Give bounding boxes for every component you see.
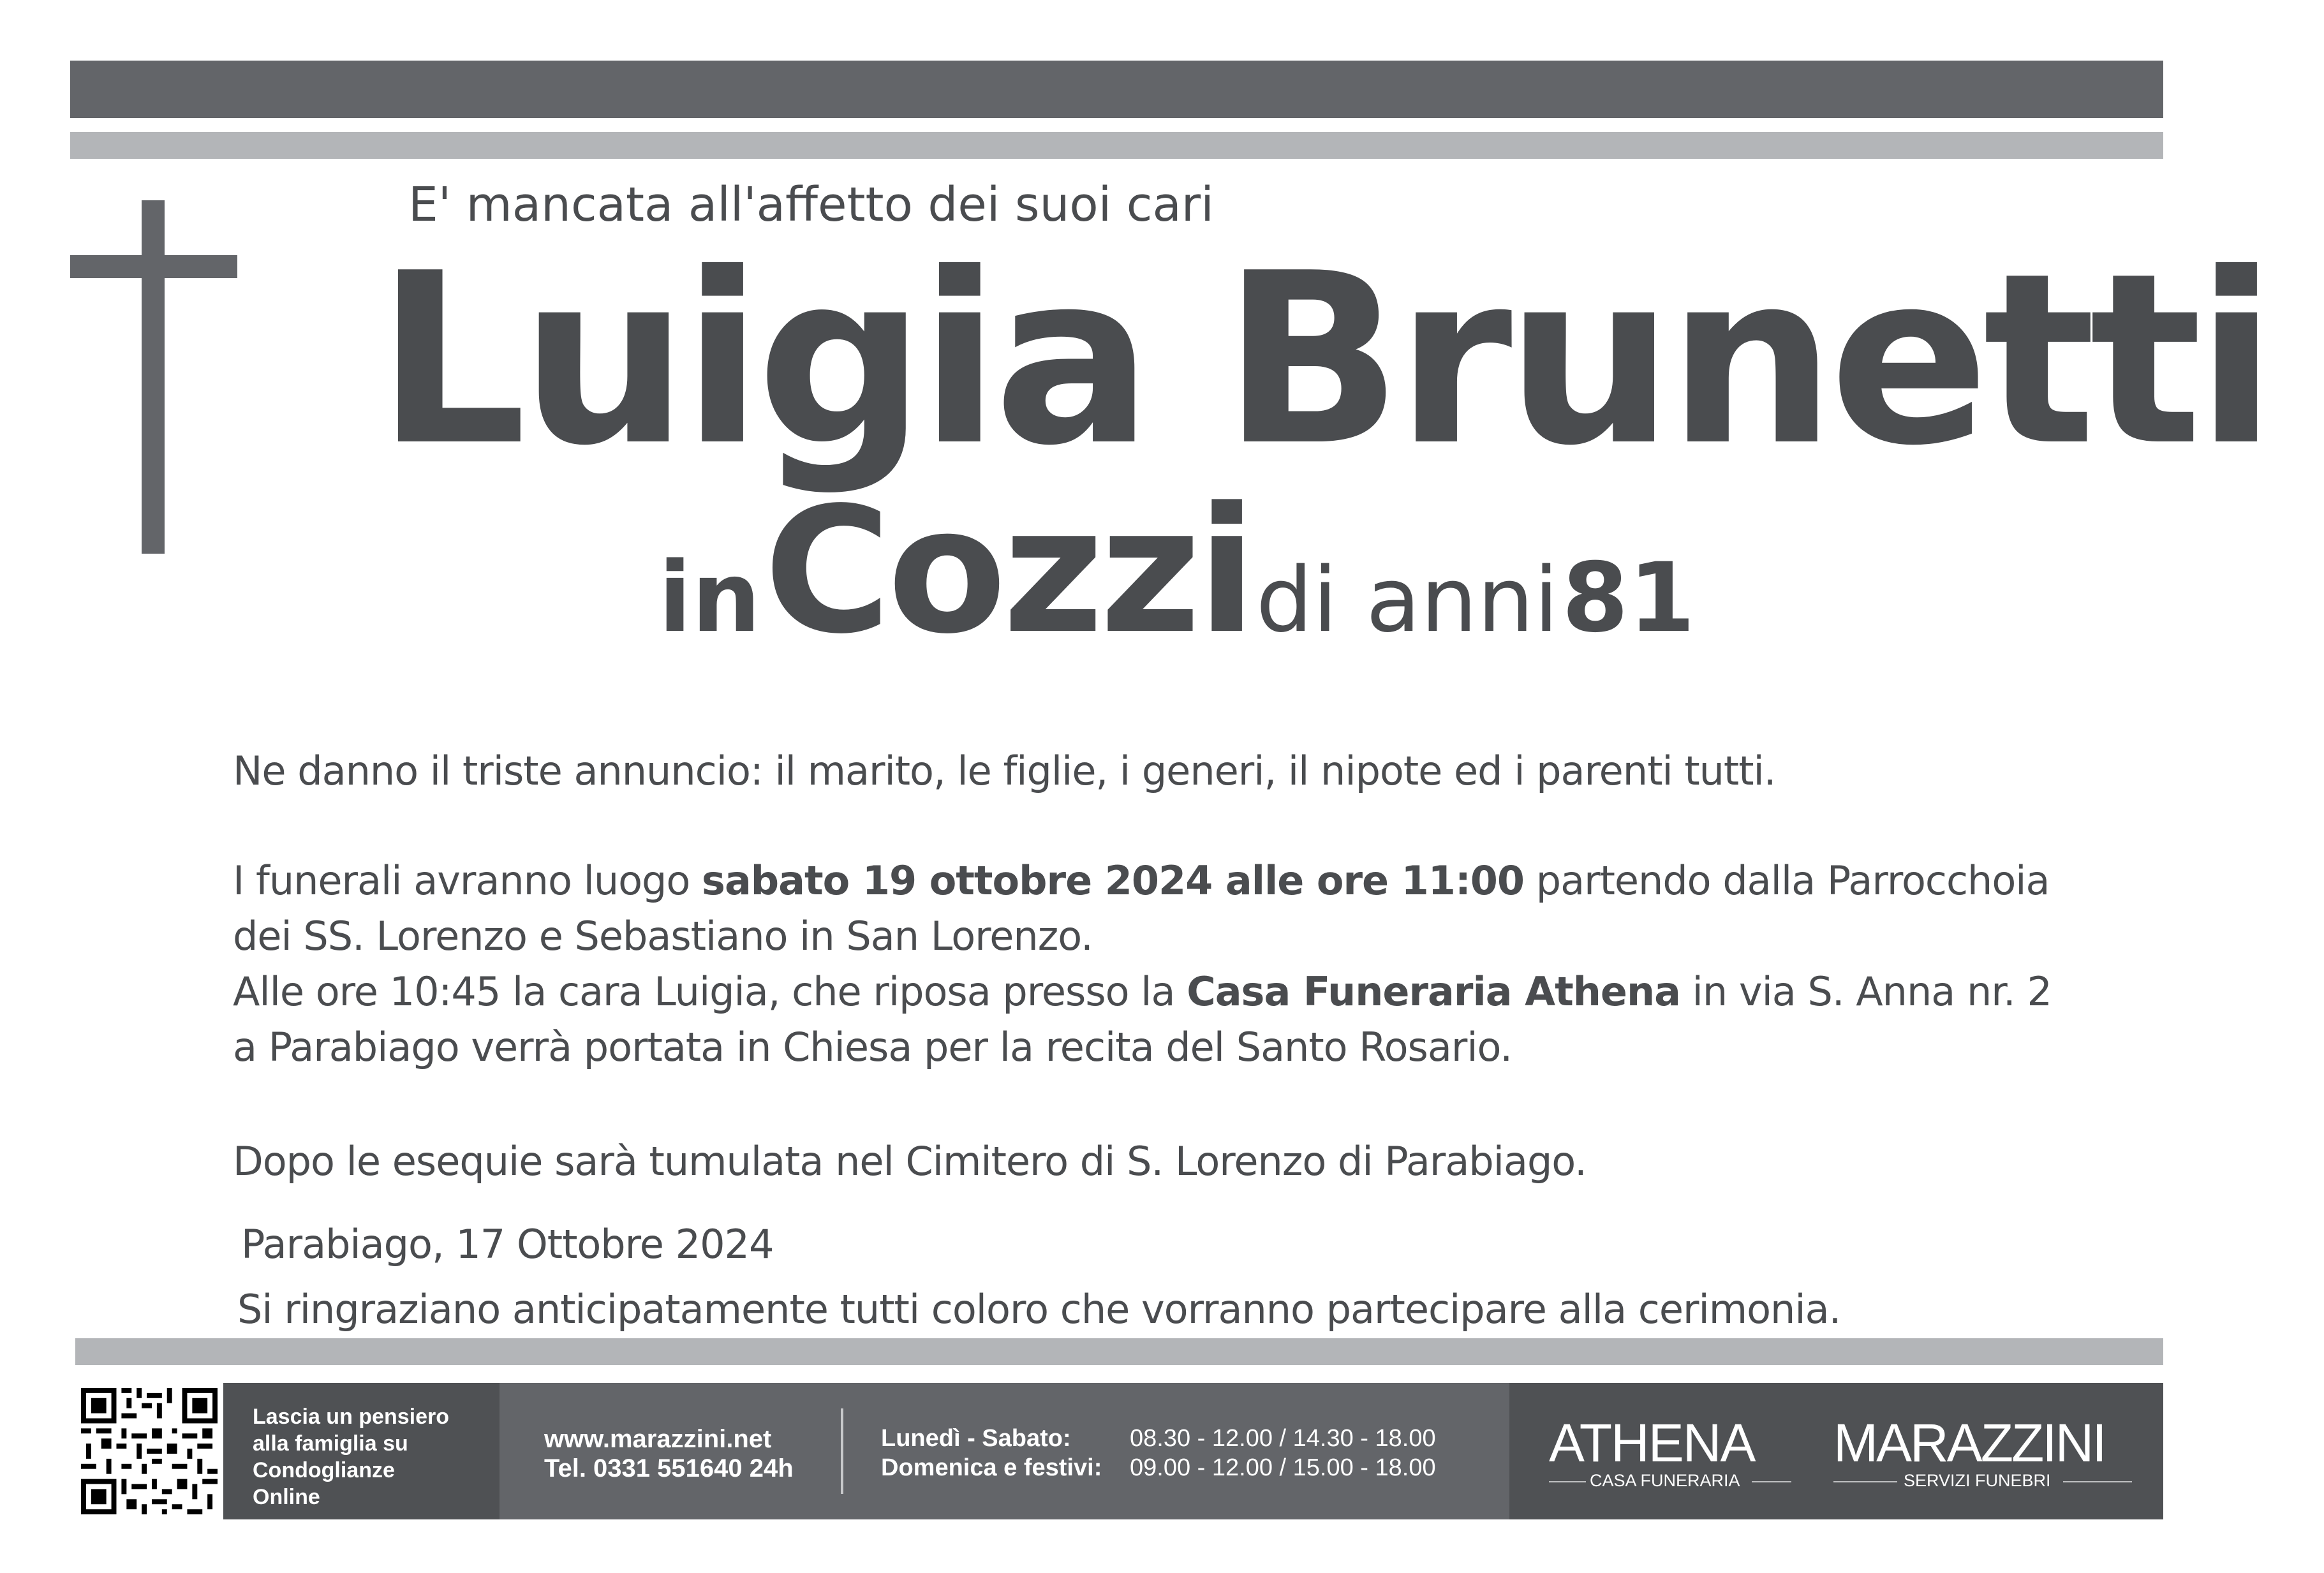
hours-times-sunday: 09.00 - 12.00 / 15.00 - 18.00 xyxy=(1130,1454,1436,1481)
top-light-band xyxy=(70,132,2163,159)
intro-text: E' mancata all'affetto dei suoi cari xyxy=(408,177,1214,232)
married-name: Cozzi xyxy=(764,471,1253,672)
hours-times-weekdays: 08.30 - 12.00 / 14.30 - 18.00 xyxy=(1130,1425,1436,1452)
funeral-home-name: Casa Funeraria Athena xyxy=(1187,968,1680,1015)
funeral-line-1: I funerali avranno luogo sabato 19 ottobre 2024 alle ore 11:00 partendo dalla Parrocchoia xyxy=(233,857,2050,904)
family-announcement: Ne danno il triste annuncio: il marito, le figlie, i generi, il nipote ed i parenti tutti. xyxy=(233,748,1776,794)
rosary-line-2: a Parabiago verrà portata in Chiesa per la recita del Santo Rosario. xyxy=(233,1024,1513,1070)
married-prefix: in xyxy=(658,541,761,654)
condolence-line: Lascia un pensiero xyxy=(253,1405,449,1429)
top-dark-band xyxy=(70,61,2163,118)
condolence-panel[interactable] xyxy=(223,1383,500,1519)
married-name-line xyxy=(658,471,1696,672)
marazzini-logo: MARAZZINI SERVIZI FUNEBRI xyxy=(1833,1416,2133,1491)
thanks-text: Si ringraziano anticipatamente tutti coloro che vorranno partecipare alla cerimonia. xyxy=(237,1286,1841,1333)
contact-panel xyxy=(500,1383,1509,1519)
rosary-line-1: Alle ore 10:45 la cara Luigia, che riposa presso la Casa Funeraria Athena in via S. Anna nr. 2 xyxy=(233,968,2052,1015)
hours-days-sunday: Domenica e festivi: xyxy=(881,1454,1102,1481)
age-label: di anni xyxy=(1255,549,1559,653)
hours-days-weekdays: Lunedì - Sabato: xyxy=(881,1425,1071,1452)
condolence-line: alla famiglia su xyxy=(253,1431,408,1456)
place-date: Parabiago, 17 Ottobre 2024 xyxy=(241,1221,774,1267)
website-link[interactable]: www.marazzini.net xyxy=(544,1425,772,1453)
athena-logo: ATHENA CASA FUNERARIA xyxy=(1549,1416,1791,1491)
condolence-line: Online xyxy=(253,1485,320,1509)
deceased-name: Luigia Brunetti xyxy=(376,223,2270,498)
burial-text: Dopo le esequie sarà tumulata nel Cimitero di S. Lorenzo di Parabiago. xyxy=(233,1138,1587,1185)
phone-number[interactable]: Tel. 0331 551640 24h xyxy=(544,1454,794,1482)
age-value: 81 xyxy=(1562,543,1696,654)
condolence-line: Condoglianze xyxy=(253,1458,395,1482)
logos-panel xyxy=(1509,1383,2163,1519)
funeral-date: sabato 19 ottobre 2024 alle ore 11:00 xyxy=(702,857,1525,904)
bottom-light-band xyxy=(75,1338,2163,1365)
qr-code[interactable] xyxy=(75,1383,223,1519)
footer-divider xyxy=(841,1408,843,1494)
funeral-line-2: dei SS. Lorenzo e Sebastiano in San Lorenzo. xyxy=(233,913,1093,959)
